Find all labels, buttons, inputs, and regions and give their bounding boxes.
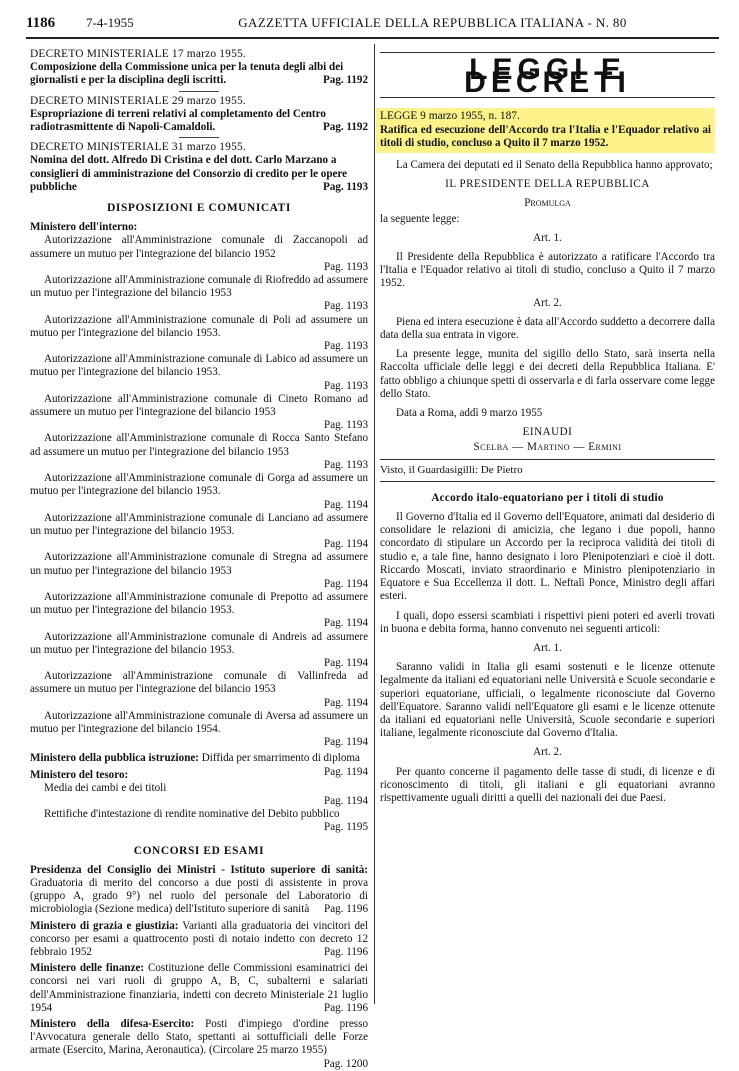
page-ref: Pag. 1200 (323, 1057, 368, 1070)
entry-text: Rettifiche d'intestazione di rendite nominative del Debito pubblico (44, 808, 340, 821)
page-ref: Pag. 1193 (324, 379, 368, 392)
section-banner: LEGGI E DECRETI (380, 52, 715, 98)
entry-text: Autorizzazione all'Amministrazione comunale di Cineto Romano ad assumere un mutuo per l'integrazione del bilancio 1953 (30, 392, 368, 419)
page-ref: Pag. 1193 (324, 300, 368, 313)
authorization-entry (30, 393, 368, 433)
authorization-entry (30, 551, 368, 591)
accordo-art1-text: Saranno validi in Italia gli esami sostenuti e le licenze ottenute legalmente da italiani ed equatoriani nelle Università e Scuole secondarie e superiori equatoriane, ufficiali, o legalmente riconosciute dal Governo dell'Equatore. Saranno validi nell'Equatore gli esami e le licenze ottenute da italiani ed equatoriani nelle Università, Scuole secondarie e superiori italiane, legalmente riconosciute dal Governo d'Italia. (380, 661, 715, 740)
art2-text: Piena ed intera esecuzione è data all'Accordo suddetto a decorrere dalla data della sua entrata in vigore. (380, 315, 715, 342)
entry-text: Autorizzazione all'Amministrazione comunale di Riofreddo ad assumere un mutuo per l'integrazione del bilancio 1953 (30, 274, 368, 300)
ministry-name: Presidenza del Consiglio dei Ministri - Istituto superiore di sanità: (30, 863, 368, 876)
decree-heading: DECRETO MINISTERIALE 31 marzo 1955. (30, 141, 246, 154)
authorization-entry (30, 631, 368, 671)
entry-text: Autorizzazione all'Amministrazione comunale di Prepotto ad assumere un mutuo per l'integrazione del bilancio 1953. (30, 590, 368, 617)
authorization-entry (30, 512, 368, 552)
entry-text: Graduatoria di merito del concorso a due posti di assistente in prova (gruppo A, grado 9°) nel ruolo del personale del Laboratorio di microbiologia (Sezione medica) dell'Istituto superiore di sanità (30, 876, 368, 916)
seguente-label: la seguente legge: (380, 212, 460, 225)
ministry-name: Ministero di grazia e giustizia: (30, 919, 179, 932)
page-header (26, 15, 719, 39)
decree-heading: DECRETO MINISTERIALE 29 marzo 1955. (30, 94, 246, 107)
signature-einaudi: EINAUDI (522, 426, 573, 439)
page-number: 1186 (26, 15, 56, 31)
decree-entry (30, 141, 368, 194)
decree-entry (30, 48, 368, 88)
page-ref: Pag. 1194 (324, 617, 368, 630)
ministry-name: Ministero delle finanze: (30, 962, 145, 975)
entry-text: Autorizzazione all'Amministrazione comunale di Labico ad assumere un mutuo per l'integrazione del bilancio 1953. (30, 353, 368, 379)
entry-text: Autorizzazione all'Amministrazione comunale di Stregna ad assumere un mutuo per l'integrazione del bilancio 1953 (30, 551, 368, 577)
page-ref: Pag. 1196 (324, 903, 368, 916)
decree-body (30, 154, 368, 194)
art1-text: Il Presidente della Repubblica è autorizzato a ratificare l'Accordo tra l'Italia e l'Equador relativo ai titoli di studio, concluso a Quito il 7 marzo 1952. (380, 251, 715, 290)
concorso-entry (30, 920, 368, 960)
entry-text: Autorizzazione all'Amministrazione comunale di Poli ad assumere un mutuo per l'integrazione del bilancio 1953. (30, 313, 368, 339)
page-ref: Pag. 1193 (323, 180, 368, 193)
concorso-entry (30, 962, 368, 1015)
art1-label: Art. 1. (533, 231, 562, 244)
intro-paragraph: La Camera dei deputati ed il Senato della Repubblica hanno approvato; (396, 159, 713, 172)
entry-text: Autorizzazione all'Amministrazione comunale di Rocca Santo Stefano ad assumere un mutuo per l'integrazione del bilancio 1953 (30, 432, 368, 458)
authorization-entry (30, 432, 368, 472)
page-ref: Pag. 1194 (324, 498, 368, 511)
page-ref: Pag. 1193 (324, 260, 368, 273)
date-place: Data a Roma, addì 9 marzo 1955 (396, 407, 543, 420)
decree-body (30, 61, 368, 87)
accordo-paragraph-2: I quali, dopo essersi scambiati i rispettivi pieni poteri ed averli trovati in buona e debita forma, hanno convenuto nei seguenti articoli: (380, 609, 715, 635)
promulga-label: Promulga (524, 197, 571, 210)
entry-text: Autorizzazione all'Amministrazione comunale di Zaccanopoli ad assumere un mutuo per l'integrazione del bilancio 1952 (30, 234, 368, 260)
promulgation-text: La presente legge, munita del sigillo dello Stato, sarà inserta nella Raccolta ufficiale delle leggi e dei decreti della Repubblica Italiana. E' fatto obbligo a chiunque spetti di osservarla e di farla osservare come legge dello Stato. (380, 348, 715, 400)
entry-text: Autorizzazione all'Amministrazione comunale di Gorga ad assumere un mutuo per l'integrazione del bilancio 1953. (30, 472, 368, 498)
accordo-paragraph-1: Il Governo d'Italia ed il Governo dell'Equatore, animati dal desiderio di consolidare le relazioni di amicizia, che legano i due popoli, hanno concordato di stipulare un Accordo per la reciproca validità dei titoli di studio e, a tale fine, hanno designato i loro Plenipotenziari e cioè il dott. Riccardo Moscati, inviato straordinario e Ministro plenipotenziario in Equatore e Sua Eccellenza il dott. L. Neftalì Ponce, Ministro degli affari esteri. (380, 511, 715, 603)
tesoro-entry (30, 808, 368, 834)
decree-body (30, 108, 368, 134)
decree-text: Espropriazione di terreni relativi al completamento del Centro radiotrasmittente di Napoli-Camaldoli. (30, 107, 326, 134)
page-ref: Pag. 1192 (323, 121, 368, 134)
issue-date: 7-4-1955 (86, 15, 134, 30)
law-title: Ratifica ed esecuzione dell'Accordo tra l'Italia e l'Equador relativo ai titoli di studio, concluso a Quito il 7 marzo 1952. (380, 123, 711, 149)
decree-heading: DECRETO MINISTERIALE 17 marzo 1955. (30, 48, 246, 60)
law-heading: LEGGE 9 marzo 1955, n. 187. (380, 110, 520, 123)
entry-text: Autorizzazione all'Amministrazione comunale di Lanciano ad assumere un mutuo per l'integrazione del bilancio 1953. (30, 511, 368, 537)
decree-text: Composizione della Commissione unica per la tenuta degli albi dei giornalisti e per la disciplina degli iscritti. (30, 61, 344, 87)
page-ref: Pag. 1196 (324, 946, 368, 958)
page-ref: Pag. 1195 (324, 821, 368, 834)
entry-text: Posti d'impiego d'ordine presso l'Avvocatura generale dello Stato, spettanti ai sottufficiali delle Forze armate (Esercito, Marina, Aeronautica). (Circolare 25 marzo 1955) (30, 1018, 368, 1057)
page-ref: Pag. 1196 (324, 1001, 368, 1014)
authorization-list (30, 234, 368, 749)
gazette-title: GAZZETTA UFFICIALE DELLA REPUBBLICA ITALIANA - N. 80 (238, 15, 627, 30)
divider-line (380, 459, 715, 460)
page-ref: Pag. 1194 (324, 794, 368, 807)
authorization-entry (30, 710, 368, 750)
authorization-entry (30, 472, 368, 512)
entry-text: Autorizzazione all'Amministrazione comunale di Andreis ad assumere un mutuo per l'integrazione del bilancio 1953. (30, 630, 368, 656)
decree-entry (30, 95, 368, 135)
page-ref: Pag. 1193 (324, 340, 368, 353)
visto-guardasigilli: Visto, il Guardasigilli: De Pietro (380, 463, 523, 476)
concorso-entry (30, 864, 368, 917)
page-ref: Pag. 1193 (324, 419, 368, 432)
index-column (30, 48, 368, 1071)
accordo-art2-text: Per quanto concerne il pagamento delle tasse di studi, di licenze e di riconoscimento di titoli, gli italiani e gli equatoriani avranno rispettivamente uguali diritti a quelli dei nazionali dei due Paesi. (380, 765, 715, 804)
concorsi-list (30, 863, 368, 1070)
page-ref: Pag. 1193 (324, 458, 368, 471)
art2-label: Art. 2. (533, 296, 562, 309)
page-ref: Pag. 1194 (324, 538, 368, 551)
minister-signatures: Scelba — Martino — Ermini (473, 441, 622, 454)
ministry-tesoro: Ministero del tesoro: (30, 768, 129, 781)
authorization-entry (30, 670, 368, 710)
page-ref: Pag. 1194 (324, 577, 368, 590)
decree-list (30, 48, 368, 194)
authorization-entry (30, 314, 368, 354)
ministry-name: Ministero della difesa-Esercito: (30, 1018, 195, 1031)
section-title-concorsi: CONCORSI ED ESAMI (133, 844, 265, 857)
president-heading: IL PRESIDENTE DELLA REPUBBLICA (445, 178, 650, 191)
accordo-title: Accordo italo-equatoriano per i titoli di studio (431, 491, 664, 504)
entry-text: Autorizzazione all'Amministrazione comunale di Vallinfreda ad assumere un mutuo per l'integrazione del bilancio 1953 (30, 670, 368, 696)
accordo-art1-label: Art. 1. (533, 641, 562, 654)
law-column (380, 48, 715, 811)
page-ref: Pag. 1194 (324, 656, 368, 669)
divider-line-2 (380, 481, 715, 482)
column-divider (374, 44, 375, 1004)
authorization-entry (30, 274, 368, 314)
page-ref: Pag. 1194 (324, 765, 368, 778)
page-ref: Pag. 1194 (324, 696, 368, 709)
tesoro-list (30, 782, 368, 835)
separator-line (179, 91, 219, 92)
entry-text: Diffida per smarrimento di diploma (201, 752, 360, 765)
section-title-disposizioni: DISPOSIZIONI E COMUNICATI (107, 202, 291, 215)
authorization-entry (30, 591, 368, 631)
page-ref: Pag. 1192 (323, 74, 368, 87)
separator-line (179, 137, 219, 138)
entry-text: Autorizzazione all'Amministrazione comunale di Aversa ad assumere un mutuo per l'integrazione del bilancio 1954. (30, 709, 368, 735)
accordo-art2-label: Art. 2. (533, 746, 562, 759)
page-ref: Pag. 1194 (324, 736, 368, 749)
authorization-entry (30, 234, 368, 274)
highlighted-law (376, 108, 715, 153)
entry-text: Varianti alla graduatoria dei vincitori del concorso per esami a quattrocento posti di notaio indetto con decreto 12 febbraio 1952 (30, 919, 368, 958)
entry-text: Costituzione delle Commissioni esaminatrici dei concorsi nei vari ruoli di gruppo A, B, C, subalterni e salariati dell'Amministrazione finanziaria, indetti con decreto Ministeriale 21 luglio 1954 (30, 962, 368, 1014)
authorization-entry (30, 353, 368, 393)
tesoro-entry (30, 782, 368, 808)
ministry-interno: Ministero dell'interno: (30, 221, 138, 234)
decree-text: Nomina del dott. Alfredo Di Cristina e del dott. Carlo Marzano a consiglieri di amministrazione del Consorzio di credito per le opere pubbliche (30, 154, 348, 193)
ministry-istruzione: Ministero della pubblica istruzione: (30, 752, 199, 765)
entry-text: Media dei cambi e dei titoli (44, 781, 167, 794)
